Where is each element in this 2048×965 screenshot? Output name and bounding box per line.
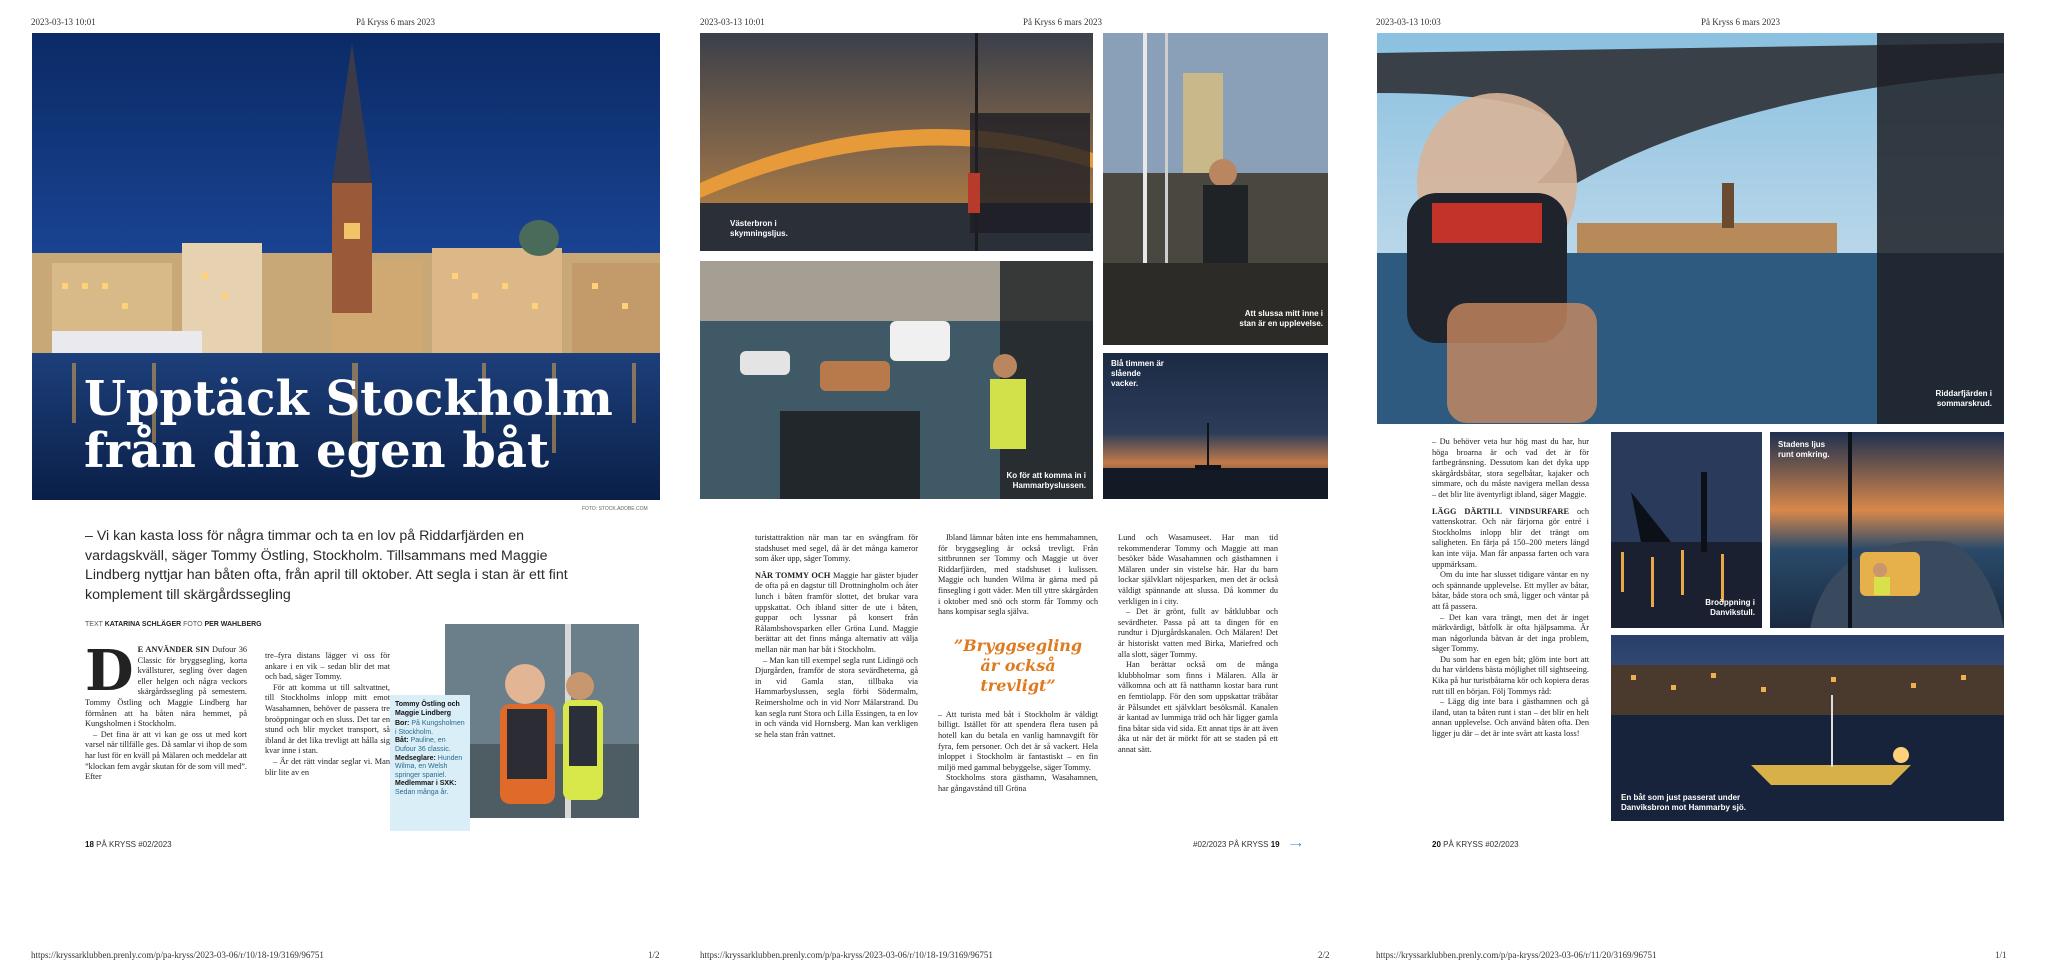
page-number: 18 [85, 840, 94, 849]
p19-col1-p1: turistattraktion när man tar en svängfram för stadshuset med segel, då är det många kameror som åker upp, säger Tommy. [755, 533, 918, 564]
p19-col2-p3: Stockholms stora gästhamn, Wasahamnen, har gångavstånd till Gröna [938, 773, 1098, 793]
hero-title [84, 373, 613, 477]
sluss-illustration [1103, 33, 1328, 345]
body-column-1 [85, 638, 247, 783]
photo-vasterbron [700, 33, 1093, 251]
photo-stadens-ljus [1770, 432, 2004, 628]
fact-title: Tommy Östling och Maggie Lindberg [395, 701, 460, 717]
fact-mem-label: Medlemmar i SXK: [395, 780, 457, 788]
caption-sluss: Att slussa mitt inne i stan är en upplevelse. [1239, 309, 1323, 328]
p20-col1-p4: – Det kan vara trängt, men det är inget märkvärdigt, båtfolk är ofta hjälpsamma. Är man någorlunda båtvan är det inga problem, säger Tommy. [1432, 612, 1589, 654]
p19-col1-lead-in: NÄR TOMMY OCH [755, 570, 831, 580]
page-magazine: #02/2023 PÅ KRYSS [1193, 840, 1269, 849]
p19-col3-p1: Lund och Wasamuseet. Har man tid rekommenderar Tommy och Maggie att man besöker både Wasahamnen och gästhamnen i Mälaren under sin vistelse här. Har du barn lockar självklart nöjesparken, men det är också väldigt spännande att slussa. Då kommer du verkligen in i city. [1118, 533, 1278, 606]
fact-bat-label: Båt: [395, 737, 409, 745]
hero-photo-riddarholmen [32, 33, 660, 500]
p20-col1-p2: och vattenskotrar. Och när färjorna gör entré i Stockholms inlopp blir det trängt om saligheten. En färja på 150–200 meters längd kan inte väja. Man får anpassa farten och vara uppmärksam. [1432, 506, 1589, 569]
caption-danvikstull: Broöppning i Danvikstull. [1705, 598, 1755, 617]
p19-col2-p2: – Att turista med båt i Stockholm är väldigt billigt. Istället för att spendera flera tusen på hotell kan du betala en vanlig hamnavgift för fyra, fem personer. Och det är så vackert. Hela inloppet i Stockholm är fantastiskt – en fin miljö med gammal bebyggelse, säger Tommy. [938, 709, 1098, 772]
footer-page: 1/2 [648, 950, 660, 960]
photo-hammarbyslussen [700, 261, 1093, 499]
p20-col1-p5: Du som har en egen båt; glöm inte bort att du har världens bästa möjlighet till sightseeing. Kika på hur turistbåtarna kör och kopiera deras rutt till en början. Följ Tommys råd: [1432, 654, 1589, 696]
footer-url[interactable]: https://kryssarklubben.prenly.com/p/pa-kryss/2023-03-06/r/11/20/3169/96751 [1376, 950, 1657, 960]
photo-bla-timmen [1103, 353, 1328, 499]
caption-vasterbron: Västerbron i skymningsljus. [730, 219, 788, 238]
hero-title-line2: från din egen båt [84, 423, 550, 479]
p19-col3-p3: Han berättar också om de många klubbholmar som finns i Mälaren. Alla är välkomna och att få natthamn kostar bara runt en femtiolapp. För den som uppskattar träbåtar är Pålsundet ett självklart besöksmål. Kanalen är kantad av lummiga träd och här ligger gamla fina båtar sida vid sida. Ett annat tips är att även åka ut när det är mörkt för att se staden på ett annat sätt. [1118, 660, 1278, 754]
page-number: 19 [1270, 840, 1280, 849]
riddarfjarden-illustration [1377, 33, 2004, 424]
col2-p2: För att komma ut till saltvattnet, till Stockholms inlopp mitt emot Wasahamnen, behöver de passera tre broöppningar och en sluss. Det tar en stund och blir mycket transport, så ibland är det lika trevligt att hålla sig kvar inne i stan. [265, 682, 390, 756]
page-number-18 [85, 840, 172, 849]
footer-page: 1/1 [1995, 950, 2007, 960]
p19-column-3 [1118, 533, 1278, 755]
fact-bor: På Kungsholmen i Stockholm. [395, 720, 465, 736]
pull-quote: ”Bryggsegling är också trevligt” [953, 635, 1083, 695]
col1-p2: – Det fina är att vi kan ge oss ut med kort varsel när tillfälle ges. Då samlar vi ihop de som har lust för en kväll på Mälaren och meddelar att ”klockan fem avgår skutan för de som vill med”. Efter [85, 729, 247, 782]
caption-bla-timmen: Blå timmen är slående vacker. [1111, 359, 1164, 388]
caption-riddarfjarden: Riddarfjärden i sommarskrud. [1935, 389, 1992, 408]
header-title: På Kryss 6 mars 2023 [1023, 17, 1102, 27]
p19-col1-p3: – Man kan till exempel segla runt Lidingö och Djurgården, framför de stora sevärdheterna, gå in vid Gamla stan, tillbaka via Hammarbyslussen, segla förbi Södermalm, Reimersholme och in vid Norr Mälarstrand. Du kan segla runt Stora och Lilla Essingen, ta en lov in och vända vid Hornsberg. Man kan verkligen se hela stan från vattnet. [755, 655, 918, 739]
caption-danviksbron: En båt som just passerat under Danviksbron mot Hammarby sjö. [1621, 793, 1746, 812]
footer-url[interactable]: https://kryssarklubben.prenly.com/p/pa-kryss/2023-03-06/r/10/18-19/3169/96751 [31, 950, 324, 960]
photo-danviksbron [1611, 635, 2004, 821]
header-date: 2023-03-13 10:01 [700, 17, 765, 27]
p19-col2-p1: Ibland lämnar båten inte ens hemmahamnen, för bryggsegling är också trevligt. Från sittbrunnen ser Tommy och Maggie ut över Riddarfjärden, med stadshuset i kulissen. Maggie och hunden Wilma är gärna med på finsegling i gott väder. Men till yttre skärgården i oktober med snö och storm får Tommy och hans kompisar segla själva. [938, 533, 1098, 617]
byline-photo-label: FOTO [183, 621, 203, 628]
p20-col1-lead-in: LÄGG DÄRTILL VINDSURFARE [1432, 506, 1570, 516]
fact-mem: Sedan många år. [395, 788, 449, 796]
portrait-photo-tommy-maggie [445, 624, 639, 818]
byline-photo-name: PER WAHLBERG [204, 621, 262, 628]
fact-box [390, 695, 470, 831]
header-date: 2023-03-13 10:01 [31, 17, 96, 27]
stadens-ljus-illustration [1770, 432, 2004, 628]
hero-title-line1: Upptäck Stockholm [84, 371, 613, 427]
byline-text-label: TEXT [85, 621, 103, 628]
col2-p3: – Är det rätt vindar seglar vi. Man blir lite av en [265, 756, 390, 777]
fact-med: Hunden Wilma, en Welsh springer spaniel. [395, 754, 463, 779]
fact-bat: Pauline, en Dufour 36 classic. [395, 737, 451, 753]
next-page-arrow-icon[interactable]: ⟶ [1289, 840, 1302, 849]
photo-credit: FOTO: STOCK.ADOBE.COM [582, 506, 648, 512]
p19-column-2 [938, 533, 1098, 795]
page-magazine: PÅ KRYSS #02/2023 [1443, 840, 1519, 849]
col1-lead-in: E ANVÄNDER SIN [137, 645, 210, 654]
page-magazine: PÅ KRYSS #02/2023 [96, 840, 172, 849]
page-20 [1360, 0, 2020, 965]
dropcap: D [85, 638, 134, 704]
body-column-2 [265, 651, 390, 778]
footer-page: 2/2 [1318, 950, 1330, 960]
p20-column-1 [1432, 437, 1589, 740]
hammarby-illustration [700, 261, 1093, 499]
caption-hammarbyslussen: Ko för att komma in i Hammarbyslussen. [1006, 471, 1086, 490]
header-date: 2023-03-13 10:03 [1376, 17, 1441, 27]
p19-column-1 [755, 533, 918, 740]
p19-col3-p2: – Det är grönt, fullt av båtklubbar och sevärdheter. Passa på att ta dingen för en rundtur i Djurgårdskanalen. Och Mälaren! Det är historiskt vatten med Birka, Mariefred och alla slott, säger Tommy. [1118, 607, 1278, 659]
fact-bor-label: Bor: [395, 720, 410, 728]
page-number-20 [1432, 840, 1519, 849]
p19-col1-p2: Maggie har gäster bjuder de ofta på en dagstur till Drottningholm och åter lunch i båten framför slottet, det brukar vara uppskattat. Och ibland sitter de ute i båten, guppar och lyssnar på konsert från Rålambshovsparken eller Gröna Lund. Maggie berättar att det finns många alternativ att välja mellan när man har båt i Stockholm. [755, 570, 918, 654]
footer-url[interactable]: https://kryssarklubben.prenly.com/p/pa-kryss/2023-03-06/r/10/18-19/3169/96751 [700, 950, 993, 960]
col2-p1: tre–fyra distans lägger vi oss för ankare i en vik – sedan blir det mat och bad, säger Tommy. [265, 651, 390, 682]
portrait-illustration [445, 624, 639, 818]
p20-col1-p6: – Lägg dig inte bara i gästhamnen och gå iland, utan ta båten runt i stan – det blir en helt annan upplevelse. Och använd båten ofta. Den ligger ju där – det är inte svårt att kasta loss! [1432, 697, 1589, 739]
p20-col1-p3: Om du inte har slusset tidigare väntar en ny och spännande upplevelse. Ett myller av båtar, båtar, både stora och små, ligger och väntar på att få passera. [1432, 570, 1589, 611]
header-title: På Kryss 6 mars 2023 [1701, 17, 1780, 27]
photo-riddarfjarden [1377, 33, 2004, 424]
byline-text-name: KATARINA SCHLÄGER [104, 621, 182, 628]
page-number-19 [1193, 840, 1301, 849]
header-title: På Kryss 6 mars 2023 [356, 17, 435, 27]
col1-p1: Dufour 36 Classic för bryggsegling, korta kvällsturer, segling över dagen eller helgen och några veckors skärgårdssegling på semestern. Tommy Östling och Maggie Lindberg har förmånen att ha båten nära hemmet, på Kungsholmen i Stockholm. [85, 645, 247, 729]
caption-stadens-ljus: Stadens ljus runt omkring. [1778, 440, 1830, 459]
fact-med-label: Medseglare: [395, 754, 436, 762]
page-19 [690, 0, 1350, 965]
photo-sluss [1103, 33, 1328, 345]
photo-danvikstull [1611, 432, 1762, 628]
p20-col1-p1: – Du behöver veta hur hög mast du har, hur höga broarna är och vad det är för fartbegränsning. Dessutom kan det dyka upp skärgårdsbåtar, stora segelbåtar, kajaker och simmare, och du måste navigera mellan dessa – det blir lite äventyrligt ibland, säger Maggie. [1432, 437, 1589, 499]
lead-paragraph: – Vi kan kasta loss för några timmar och ta en lov på Riddarfjärden en vardagskväll, säger Tommy Östling, Stockholm. Tillsammans med Maggie Lindberg nyttjar han båten ofta, från april till oktober. Att segla i stan är ett fint komplement till skärgårdssegling [85, 528, 568, 603]
page-18 [0, 0, 680, 965]
page-number: 20 [1432, 840, 1441, 849]
byline [85, 621, 262, 628]
